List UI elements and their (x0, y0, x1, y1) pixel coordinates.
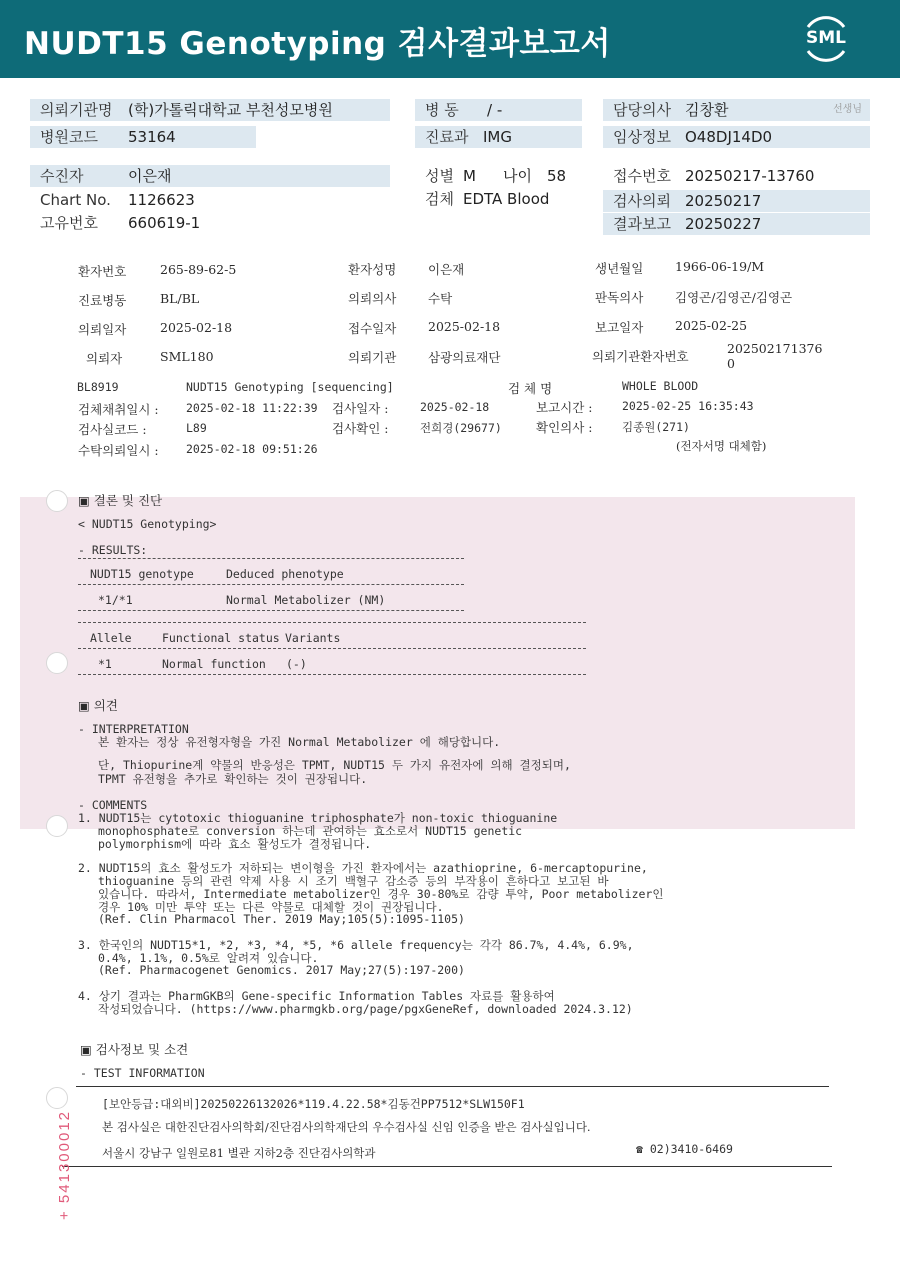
age-label: 나이 (503, 167, 532, 185)
scan-req-doctor-label: 의뢰의사 (348, 291, 397, 306)
test-name: NUDT15 Genotyping [sequencing] (186, 380, 394, 394)
scan-req-date-value: 2025-02-18 (160, 320, 233, 335)
report-field (603, 213, 870, 235)
phone: ☎ 02)3410-6469 (636, 1142, 733, 1156)
scan-req-doctor-value: 수탁 (428, 291, 453, 306)
doctor-label: 담당의사 (613, 101, 671, 119)
function-value: Normal function (162, 657, 266, 671)
interpretation-label: - INTERPRETATION (78, 722, 189, 736)
scan-birth-label: 생년월일 (595, 261, 644, 276)
room-label: 검사실코드 : (78, 422, 147, 437)
confirm-doctor-value: 김종원(271) (622, 420, 690, 434)
scan-req-inst-value: 삼광의료재단 (428, 350, 501, 365)
patient-value: 이은재 (128, 167, 172, 185)
comment-2-line-5: (Ref. Clin Pharmacol Ther. 2019 May;105(5):1095-1105) (98, 912, 465, 926)
section-opinion: ▣ 의견 (78, 698, 118, 713)
scan-patient-no-label: 환자번호 (78, 264, 127, 279)
test-info-label: - TEST INFORMATION (80, 1066, 205, 1080)
department-value: IMG (483, 128, 512, 146)
comment-3-line-1: 3. 한국인의 NUDT15*1, *2, *3, *4, *5, *6 allele frequency는 각각 86.7%, 4.4%, 6.9%, (78, 938, 634, 952)
scan-patient-name-value: 이은재 (428, 262, 465, 277)
barcode-number: + 541300012 (56, 1109, 73, 1220)
scan-requester-label: 의뢰자 (86, 351, 123, 366)
sex-label: 성별 (425, 167, 454, 185)
id-field (30, 212, 390, 234)
sex-value: M (463, 167, 476, 185)
col-function: Functional status (162, 631, 280, 645)
interpretation-3: TPMT 유전형을 추가로 확인하는 것이 권장됩니다. (98, 772, 368, 786)
interpretation-1: 본 환자는 정상 유전형자형을 가진 Normal Metabolizer 에 해당합니다. (98, 735, 501, 749)
sml-logo (798, 13, 854, 65)
address: 서울시 강남구 일원로81 별관 지하2층 진단검사의학과 (102, 1146, 376, 1160)
ward-value: / - (487, 101, 503, 119)
patient-field (30, 165, 390, 187)
scanned-report (0, 245, 900, 1245)
security-line: [보안등급:대외비]20250226132026*119.4.22.58*김동건PP7512*SLW150F1 (102, 1097, 525, 1111)
chart-no-label: Chart No. (40, 191, 111, 209)
allele-value: *1 (98, 657, 112, 671)
comment-2-line-4: 경우 10% 미만 투약 또는 다른 약물로 대체할 것이 권장됩니다. (98, 900, 444, 914)
scan-reader-label: 판독의사 (595, 290, 644, 305)
request-value: 20250217 (685, 192, 762, 210)
genotype-value: *1/*1 (98, 593, 133, 607)
department-label: 진료과 (425, 128, 469, 146)
report-label: 결과보고 (613, 215, 671, 233)
test-code: BL8919 (77, 380, 119, 394)
comments-label: - COMMENTS (78, 798, 148, 812)
punch-hole (46, 652, 68, 674)
col-variants: Variants (285, 631, 341, 645)
divider (78, 558, 464, 559)
institution-value: (학)가톨릭대학교 부천성모병원 (128, 101, 333, 119)
receipt-no-field (603, 165, 870, 187)
hospital-code-field (30, 126, 256, 148)
scan-requester-value: SML180 (160, 349, 214, 364)
scan-patient-no-value: 265-89-62-5 (160, 262, 237, 277)
comment-3-line-2: 0.4%, 1.1%, 0.5%로 알려져 있습니다. (98, 951, 319, 965)
specimen-name-value: WHOLE BLOOD (622, 379, 699, 393)
request-field (603, 190, 870, 212)
comment-1-line-3: polymorphism에 따라 효소 활성도가 결정됩니다. (98, 837, 372, 851)
sex-age-field (415, 165, 585, 187)
room-value: L89 (186, 421, 207, 435)
certification-note: 본 검사실은 대한진단검사의학회/진단검사의학재단의 우수검사실 신임 인증을 받은 검사실입니다. (102, 1120, 591, 1134)
phenotype-value: Normal Metabolizer (NM) (226, 593, 386, 607)
divider (78, 584, 464, 585)
scan-patient-name-label: 환자성명 (348, 262, 397, 277)
scan-report-date-value: 2025-02-25 (675, 318, 748, 333)
receipt-no-label: 접수번호 (613, 167, 671, 185)
scan-reader-value: 김영곤/김영곤/김영곤 (675, 290, 793, 305)
esign-note: (전자서명 대체함) (676, 439, 767, 453)
consign-label: 수탁의뢰일시 : (78, 443, 159, 458)
scan-req-inst-label: 의뢰기관 (348, 350, 397, 365)
divider (78, 674, 586, 675)
specimen-label: 검체 (425, 190, 454, 208)
chart-no-field (30, 189, 390, 211)
col-allele: Allele (90, 631, 132, 645)
scan-req-inst-pt-value-2: 0 (727, 356, 735, 371)
specimen-name-label: 검 체 명 (508, 381, 553, 396)
comment-4-line-2: 작성되었습니다. (https://www.pharmgkb.org/page/pgxGeneRef, downloaded 2024.3.12) (98, 1002, 633, 1016)
punch-hole (46, 490, 68, 512)
divider (62, 1166, 832, 1167)
scan-req-inst-pt-label: 의뢰기관환자번호 (592, 349, 689, 364)
receipt-no-value: 20250217-13760 (685, 167, 815, 185)
section-test-info: ▣ 검사정보 및 소견 (80, 1042, 189, 1057)
divider (76, 1086, 829, 1087)
doctor-suffix: 선생님 (833, 104, 862, 115)
results-label: - RESULTS: (78, 543, 148, 557)
comment-1-line-1: 1. NUDT15는 cytotoxic thioguanine triphosphate가 non-toxic thioguanine (78, 811, 558, 825)
divider (78, 610, 464, 611)
scan-birth-value: 1966-06-19/M (675, 259, 765, 274)
specimen-value: EDTA Blood (463, 190, 550, 208)
col-phenotype: Deduced phenotype (226, 567, 344, 581)
report-header (0, 0, 900, 78)
comment-4-line-1: 4. 상기 결과는 PharmGKB의 Gene-specific Information Tables 자료를 활용하여 (78, 989, 555, 1003)
comment-2-line-3: 있습니다. 따라서, Intermediate metabolizer인 경우 30-80%로 감량 투약, Poor metabolizer인 (98, 887, 664, 901)
specimen-field (415, 188, 585, 210)
comment-1-line-2: monophosphate로 conversion 하는데 관여하는 효소로서 NUDT15 genetic (98, 824, 523, 838)
punch-hole (46, 1087, 68, 1109)
scan-req-inst-pt-value-1: 202502171376 (727, 341, 823, 356)
clinical-value: O48DJ14D0 (685, 128, 773, 146)
test-date-value: 2025-02-18 (420, 400, 490, 414)
department-field (415, 126, 582, 148)
confirm-label: 검사확인 : (332, 421, 389, 436)
variants-value: (-) (286, 657, 307, 671)
clinical-label: 임상정보 (613, 128, 671, 146)
id-value: 660619-1 (128, 214, 201, 232)
scan-recv-date-label: 접수일자 (348, 321, 397, 336)
ward-label: 병 동 (425, 101, 459, 119)
punch-hole (46, 815, 68, 837)
report-title: NUDT15 Genotyping 검사결과보고서 (24, 26, 611, 62)
report-value: 20250227 (685, 215, 762, 233)
hospital-code-value: 53164 (128, 128, 176, 146)
scan-ward-label: 진료병동 (78, 293, 127, 308)
patient-label: 수진자 (40, 167, 84, 185)
institution-field (30, 99, 390, 121)
genotyping-title: < NUDT15 Genotyping> (78, 517, 217, 531)
hospital-code-label: 병원코드 (40, 128, 98, 146)
section-conclusion: ▣ 결론 및 진단 (78, 493, 163, 508)
scan-ward-value: BL/BL (160, 291, 200, 306)
doctor-value: 김창환 (685, 101, 729, 119)
comment-2-line-1: 2. NUDT15의 효소 활성도가 저하되는 변이형을 가진 환자에서는 azathioprine, 6-mercaptopurine, (78, 861, 648, 875)
divider (78, 622, 586, 623)
col-genotype: NUDT15 genotype (90, 567, 194, 581)
confirm-value: 전희경(29677) (420, 421, 502, 435)
consign-value: 2025-02-18 09:51:26 (186, 442, 318, 456)
institution-label: 의뢰기관명 (40, 101, 113, 119)
request-label: 검사의뢰 (613, 192, 671, 210)
comment-2-line-2: thioguanine 등의 관련 약제 사용 시 조기 백혈구 감소증 등의 부작용이 흔하다고 보고된 바 (98, 874, 609, 888)
report-time-label: 보고시간 : (536, 400, 593, 415)
logo-text: SML (806, 28, 846, 48)
test-date-label: 검사일자 : (332, 401, 389, 416)
age-value: 58 (547, 167, 567, 185)
report-time-value: 2025-02-25 16:35:43 (622, 399, 754, 413)
scan-report-date-label: 보고일자 (595, 320, 644, 335)
clinical-field (603, 126, 870, 148)
id-label: 고유번호 (40, 214, 98, 232)
doctor-field (603, 99, 870, 121)
collect-label: 검체채취일시 : (78, 402, 159, 417)
collect-value: 2025-02-18 11:22:39 (186, 401, 318, 415)
confirm-doctor-label: 확인의사 : (536, 420, 593, 435)
chart-no-value: 1126623 (128, 191, 195, 209)
comment-3-line-3: (Ref. Pharmacogenet Genomics. 2017 May;27(5):197-200) (98, 963, 465, 977)
scan-req-date-label: 의뢰일자 (78, 322, 127, 337)
interpretation-2: 단, Thiopurine계 약물의 반응성은 TPMT, NUDT15 두 가지 유전자에 의해 결정되며, (98, 758, 571, 772)
divider (78, 648, 586, 649)
ward-field (415, 99, 582, 121)
scan-recv-date-value: 2025-02-18 (428, 319, 501, 334)
